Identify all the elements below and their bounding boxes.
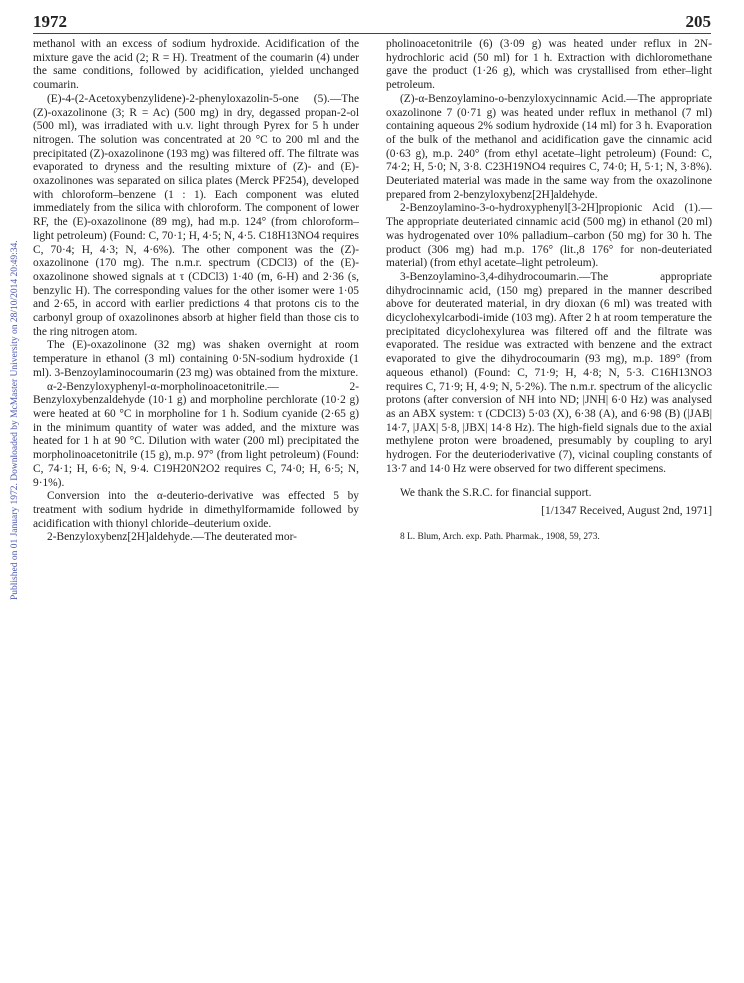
paragraph: 2-Benzoylamino-3-o-hydroxyphenyl[3-2H]propionic Acid (1).—The appropriate deuteriated cinnamic acid (500 mg) in ethanol (20 ml) was hydrogenated over 10% palladium–carbon (50 mg) for 30 h. The product (306 mg) had m.p. 176° (lit.,8 176° for non-deuteriated material) (from ethyl acetate–light petroleum).: [386, 202, 712, 270]
paragraph: 3-Benzoylamino-3,4-dihydrocoumarin.—The appropriate dihydrocinnamic acid, (150 mg) prepared in the manner described above for deuterated material, in dry dioxan (6 ml) was treated with dicyclohexylcarbodi-imide (103 mg). After 2 h at room temperature the precipitated dicyclohexylurea was filtered off and the filtrate was evaporated. The residue was extracted with benzene and the extract evaporated to give the dihydrocoumarin (93 mg), m.p. 189° (from aqueous ethanol) (Found: C, 71·9; H, 4·8; N, 5·3. C16H13NO3 requires C, 71·9; H, 4·9; N, 5·2%). The n.m.r. spectrum of the alicyclic protons (after conversion of NH into ND; |JNH| 6·0 Hz) was analysed as an ABX system: τ (CDCl3) 5·03 (X), 6·38 (A), and 6·98 (B) (|JAB| 14·7, |JAX| 5·8, |JBX| 14·8 Hz). The high-field signals due to the axial methylene proton were broadened, presumably by coupling to aryl hydrogen. For the deuterioderivative (7), vicinal coupling constants of 13·7 and 14·0 Hz were observed for two different specimens.: [386, 270, 712, 475]
right-column: [386, 38, 712, 543]
reference-8: 8 L. Blum, Arch. exp. Path. Pharmak., 1908, 59, 273.: [400, 531, 600, 542]
paragraph: pholinoacetonitrile (6) (3·09 g) was heated under reflux in 2N-hydrochloric acid (50 ml) for 1 h. Extraction with dichloromethane gave the product (1·26 g), which was crystallised from ether–light petroleum.: [386, 38, 712, 92]
paragraph: (E)-4-(2-Acetoxybenzylidene)-2-phenyloxazolin-5-one (5).—The (Z)-oxazolinone (3; R = Ac) (500 mg) in dry, degassed propan-2-ol (500 ml), was irradiated with u.v. light through Pyrex for 5 h under nitrogen. The solution was concentrated at 20 °C to 200 ml and the precipitated (Z)-oxazolinone (193 mg) was filtered off. The filtrate was evaporated to dryness and the resulting mixture of (Z)- and (E)-oxazolinones was separated on silica plates (Merck PF254), developed with chloroform–benzene (1 : 1). Each component was eluted immediately from the silica with chloroform. The component of lower RF, the (E)-oxazolinone (89 mg), had m.p. 124° (from chloroform–light petroleum) (Found: C, 70·1; H, 4·5; N, 4·5. C18H13NO4 requires C, 70·4; H, 4·3; N, 4·6%). The other component was the (Z)-oxazolinone (170 mg). The n.m.r. spectrum (CDCl3) of the (E)-oxazolinone showed signals at τ (CDCl3) 1·40 (m, 6-H) and 2·36 (s, benzylic H). The corresponding values for the other isomer were 1·05 and 2·65, in accord with earlier predictions 4 that protons cis to the carbonyl group of oxazolinones absorb at higher field than those cis to the ring nitrogen atom.: [33, 92, 359, 338]
sidebar-notice: [2, 40, 18, 600]
paragraph: 2-Benzyloxybenz[2H]aldehyde.—The deuterated mor-: [47, 531, 297, 544]
paragraph: (Z)-α-Benzoylamino-o-benzyloxycinnamic Acid.—The appropriate oxazolinone 7 (0·71 g) was heated under reflux in methanol (7 ml) containing aqueous 2% sodium hydroxide (14 ml) for 3 h. Evaporation of the bulk of the methanol and acidification gave the cinnamic acid (0·63 g), m.p. 240° (from ethyl acetate–light petroleum) (Found: C, 74·2; H, 5·0; N, 3·8. C23H19NO4 requires C, 74·0; H, 5·1; N, 3·8%). Deuteriated material was made in the same way from the oxazolinone prepared from 2-benzyloxybenz[2H]aldehyde.: [386, 92, 712, 201]
paragraph: methanol with an excess of sodium hydroxide. Acidification of the mixture gave the acid (2; R = H). Treatment of the coumarin (4) under the same conditions, followed by acidification, yielded unchanged coumarin.: [33, 38, 359, 92]
page-year: 1972: [33, 12, 67, 31]
acknowledgement: We thank the S.R.C. for financial support.: [400, 486, 592, 499]
paragraph: Conversion into the α-deuterio-derivative was effected 5 by treatment with sodium hydride in dimethylformamide followed by acidification with thionyl chloride–deuterium oxide.: [33, 490, 359, 530]
left-column: [33, 38, 359, 545]
header-rule: [33, 33, 711, 34]
paragraph: α-2-Benzyloxyphenyl-α-morpholinoacetonitrile.— 2-Benzyloxybenzaldehyde (10·1 g) and morpholine perchlorate (10·2 g) were heated at 60 °C in morpholine for 1 h. Sodium cyanide (2·65 g) in the minimum quantity of water was added, and the mixture was heated for 1 h at 90 °C. Dilution with water (200 ml) precipitated the morpholinoacetonitrile (15 g), m.p. 97° (from light petroleum) (Found: C, 74·1; H, 6·6; N, 9·4. C19H20N2O2 requires C, 74·0; H, 6·5; N, 9·1%).: [33, 380, 359, 489]
sidebar-text[interactable]: Published on 01 January 1972. Downloaded by McMaster University on 28/10/2014 20:49:34.: [10, 240, 20, 600]
received-line: [1/1347 Received, August 2nd, 1971]: [541, 505, 712, 518]
paragraph: The (E)-oxazolinone (32 mg) was shaken overnight at room temperature in ethanol (3 ml) containing 0·5N-sodium hydroxide (1 ml). 3-Benzoylaminocoumarin (23 mg) was obtained from the mixture.: [33, 339, 359, 379]
page-number: 205: [685, 12, 711, 31]
